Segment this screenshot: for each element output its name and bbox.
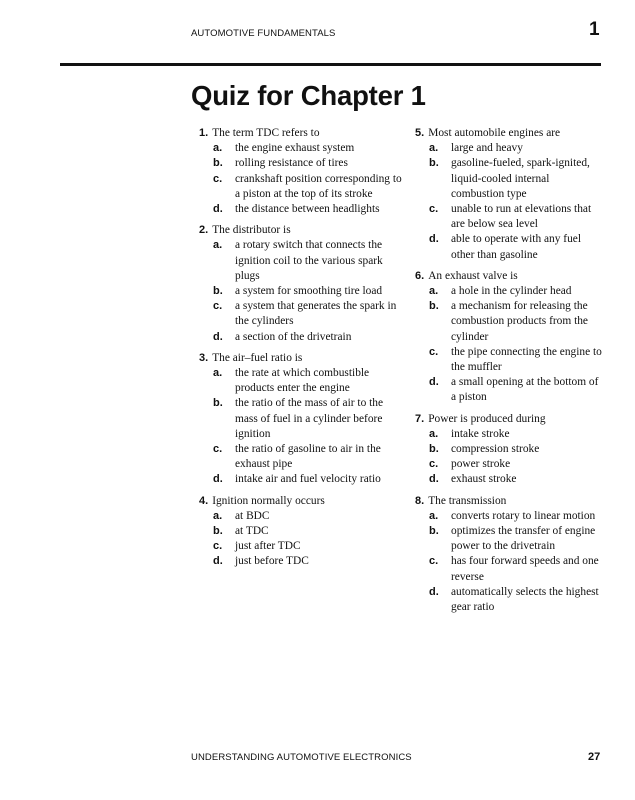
answer-option (429, 284, 605, 299)
answer-option (429, 585, 605, 615)
answer-option (429, 554, 605, 584)
question-stem (415, 269, 605, 284)
answer-option (429, 509, 605, 524)
question-number: 1. (199, 127, 209, 139)
answer-options (415, 427, 605, 488)
option-letter: c. (429, 458, 439, 471)
answer-option (429, 442, 605, 457)
option-text: a mechanism for releasing the combustion products from the cylinder (451, 300, 588, 343)
answer-option (429, 202, 605, 232)
answer-option (213, 396, 404, 442)
answer-option (429, 232, 605, 262)
quiz-question (199, 351, 404, 488)
option-letter: c. (429, 345, 439, 358)
option-text: automatically selects the highest gear ratio (451, 585, 599, 614)
question-text: The transmission (428, 494, 507, 507)
option-letter: d. (429, 585, 439, 598)
option-letter: c. (213, 443, 223, 456)
answer-option (429, 427, 605, 442)
option-letter: d. (429, 376, 439, 389)
answer-options (199, 141, 404, 217)
answer-option (429, 457, 605, 472)
option-letter: d. (213, 473, 223, 486)
answer-option (429, 299, 605, 345)
option-text: a system for smoothing tire load (235, 285, 383, 298)
option-letter: a. (429, 509, 439, 522)
answer-option (213, 366, 404, 396)
answer-option (213, 299, 404, 329)
question-stem (415, 494, 605, 509)
option-text: intake air and fuel velocity ratio (235, 473, 381, 486)
page-number: 27 (588, 751, 601, 763)
option-text: a section of the drivetrain (235, 330, 352, 343)
question-stem (199, 126, 404, 141)
answer-option (213, 284, 404, 299)
quiz-question (415, 269, 605, 406)
option-letter: a. (213, 142, 223, 155)
answer-option (213, 554, 404, 569)
answer-option (213, 238, 404, 284)
question-number: 3. (199, 351, 209, 364)
option-text: rolling resistance of tires (235, 157, 348, 170)
option-letter: b. (213, 397, 223, 410)
option-text: the ratio of gasoline to air in the exhaust pipe (235, 443, 381, 471)
option-text: converts rotary to linear motion (451, 509, 596, 522)
option-letter: b. (213, 285, 223, 298)
question-stem (415, 126, 605, 141)
answer-options (199, 366, 404, 488)
answer-option (213, 330, 404, 345)
option-text: compression stroke (451, 443, 540, 456)
option-text: unable to run at elevations that are below sea level (451, 203, 592, 231)
option-text: crankshaft position corresponding to a piston at the top of its stroke (235, 172, 402, 200)
quiz-question (199, 223, 404, 345)
question-text: An exhaust valve is (428, 269, 518, 282)
option-letter: a. (429, 142, 439, 155)
option-text: just after TDC (235, 540, 301, 553)
option-text: the engine exhaust system (235, 142, 355, 155)
option-letter: a. (429, 285, 439, 298)
option-text: just before TDC (235, 555, 309, 568)
running-head: AUTOMOTIVE FUNDAMENTALS (191, 28, 336, 39)
footer-book-title: UNDERSTANDING AUTOMOTIVE ELECTRONICS (191, 752, 412, 763)
answer-options (415, 509, 605, 615)
answer-option (429, 472, 605, 487)
option-text: the ratio of the mass of air to the mass of fuel in a cylinder before ignition (235, 397, 384, 440)
option-letter: c. (213, 300, 223, 313)
question-number: 6. (415, 269, 425, 282)
quiz-question (415, 494, 605, 616)
quiz-question (199, 126, 404, 217)
option-text: a small opening at the bottom of a piston (451, 376, 599, 404)
question-text: Power is produced during (428, 412, 546, 425)
option-text: intake stroke (451, 427, 510, 440)
option-letter: c. (213, 540, 223, 553)
answer-option (429, 141, 605, 156)
answer-option (213, 172, 404, 202)
question-text: The term TDC refers to (212, 127, 320, 139)
answer-option (429, 156, 605, 202)
question-number: 8. (415, 494, 425, 507)
option-text: able to operate with any fuel other than gasoline (451, 233, 581, 261)
answer-options (199, 509, 404, 570)
header-rule (60, 63, 601, 66)
answer-option (213, 156, 404, 171)
option-text: large and heavy (451, 142, 523, 155)
option-text: power stroke (451, 458, 511, 471)
question-text: The distributor is (212, 224, 291, 237)
answer-option (213, 472, 404, 487)
answer-option (213, 442, 404, 472)
quiz-column-right (415, 126, 605, 621)
quiz-question (415, 412, 605, 488)
quiz-column-left (199, 126, 404, 576)
answer-option (213, 141, 404, 156)
question-text: Most automobile engines are (428, 127, 561, 139)
question-number: 5. (415, 127, 425, 139)
option-letter: b. (429, 443, 439, 456)
option-letter: d. (213, 330, 223, 343)
answer-options (199, 238, 404, 344)
answer-options (415, 141, 605, 263)
question-stem (199, 351, 404, 366)
option-letter: b. (429, 525, 439, 538)
answer-options (415, 284, 605, 406)
option-text: gasoline-fueled, spark-ignited, liquid-cooled internal combustion type (451, 157, 590, 200)
option-letter: b. (213, 157, 223, 170)
quiz-question (199, 494, 404, 570)
option-letter: c. (213, 172, 223, 185)
question-text: The air–fuel ratio is (212, 351, 303, 364)
answer-option (429, 345, 605, 375)
option-letter: d. (213, 203, 223, 216)
option-letter: a. (213, 509, 223, 522)
option-text: at BDC (235, 509, 270, 522)
option-letter: a. (213, 367, 223, 380)
question-text: Ignition normally occurs (212, 494, 325, 507)
option-text: a hole in the cylinder head (451, 285, 572, 298)
quiz-question (415, 126, 605, 263)
answer-option (213, 539, 404, 554)
option-letter: b. (429, 157, 439, 170)
option-letter: b. (213, 525, 223, 538)
option-text: a rotary switch that connects the ignition coil to the various spark plugs (235, 239, 383, 282)
option-text: has four forward speeds and one reverse (451, 555, 599, 583)
page-title: Quiz for Chapter 1 (191, 80, 426, 111)
chapter-number: 1 (589, 19, 600, 40)
option-letter: d. (213, 555, 223, 568)
answer-option (213, 509, 404, 524)
option-text: the rate at which combustible products enter the engine (235, 367, 370, 395)
option-text: a system that generates the spark in the cylinders (235, 300, 397, 328)
question-stem (415, 412, 605, 427)
option-letter: b. (429, 300, 439, 313)
option-letter: a. (213, 239, 223, 252)
option-letter: d. (429, 233, 439, 246)
question-stem (199, 494, 404, 509)
option-letter: c. (429, 203, 439, 216)
question-number: 2. (199, 224, 209, 237)
option-letter: a. (429, 427, 439, 440)
question-number: 7. (415, 412, 425, 425)
answer-option (213, 202, 404, 217)
option-text: exhaust stroke (451, 473, 517, 486)
option-text: the pipe connecting the engine to the muffler (451, 345, 602, 374)
answer-option (429, 375, 605, 405)
option-text: optimizes the transfer of engine power to the drivetrain (451, 525, 596, 553)
option-text: the distance between headlights (235, 203, 380, 216)
question-number: 4. (199, 494, 209, 507)
option-letter: c. (429, 555, 439, 568)
answer-option (213, 524, 404, 539)
answer-option (429, 524, 605, 554)
option-text: at TDC (235, 525, 269, 538)
option-letter: d. (429, 473, 439, 486)
question-stem (199, 223, 404, 238)
